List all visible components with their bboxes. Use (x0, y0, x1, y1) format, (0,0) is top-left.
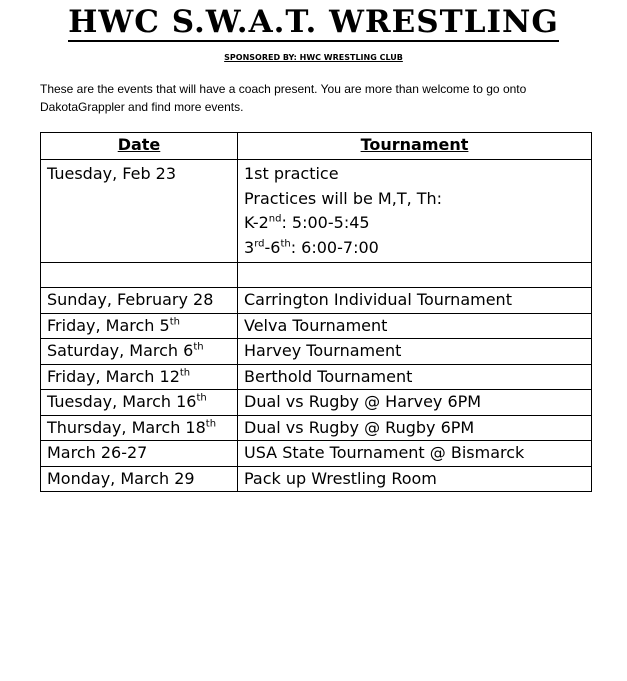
cell-date: Monday, March 29 (41, 466, 238, 492)
table-row (41, 390, 592, 416)
cell-date: Friday, March 12th (41, 364, 238, 390)
table-row (41, 313, 592, 339)
practice-line-2: Practices will be M,T, Th: (244, 188, 443, 208)
cell-tournament: USA State Tournament @ Bismarck (238, 441, 592, 467)
cell-empty (238, 263, 592, 288)
cell-date: Friday, March 5th (41, 313, 238, 339)
table-row-blank (41, 263, 592, 288)
cell-tournament: Pack up Wrestling Room (238, 466, 592, 492)
practice-line-1: 1st practice (244, 164, 339, 183)
intro-paragraph: These are the events that will have a coach present. You are more than welcome to go onto DakotaGrappler and find more events. (40, 82, 527, 114)
table-row (41, 466, 592, 492)
header-date: Date (41, 133, 238, 160)
cell-tournament: Velva Tournament (238, 313, 592, 339)
table-row (41, 364, 592, 390)
table-row (41, 415, 592, 441)
header-tournament: Tournament (238, 133, 592, 160)
table-row (41, 339, 592, 365)
table-row (41, 441, 592, 467)
practice-line-3: K-2nd: 5:00-5:45 (244, 213, 370, 232)
cell-tournament: Carrington Individual Tournament (238, 288, 592, 314)
cell-empty (41, 263, 238, 288)
sponsor-line (0, 52, 627, 64)
cell-tournament: Dual vs Rugby @ Harvey 6PM (238, 390, 592, 416)
page-title-text: HWC S.W.A.T. WRESTLING (68, 4, 559, 40)
table-row (41, 288, 592, 314)
cell-date: Thursday, March 18th (41, 415, 238, 441)
table-row-first-practice (41, 160, 592, 263)
sponsor-text: SPONSORED BY: HWC WRESTLING CLUB (224, 53, 403, 62)
table-header-row (41, 133, 592, 160)
cell-tournament: Dual vs Rugby @ Rugby 6PM (238, 415, 592, 441)
cell-date: March 26-27 (41, 441, 238, 467)
cell-tournament: Berthold Tournament (238, 364, 592, 390)
cell-date: Saturday, March 6th (41, 339, 238, 365)
cell-tournament: Harvey Tournament (238, 339, 592, 365)
cell-date: Tuesday, Feb 23 (41, 160, 238, 263)
schedule-table (40, 132, 592, 492)
practice-line-4: 3rd-6th: 6:00-7:00 (244, 237, 379, 257)
cell-date: Sunday, February 28 (41, 288, 238, 314)
cell-practice-details (238, 160, 592, 263)
page-title (0, 2, 627, 42)
cell-date: Tuesday, March 16th (41, 390, 238, 416)
